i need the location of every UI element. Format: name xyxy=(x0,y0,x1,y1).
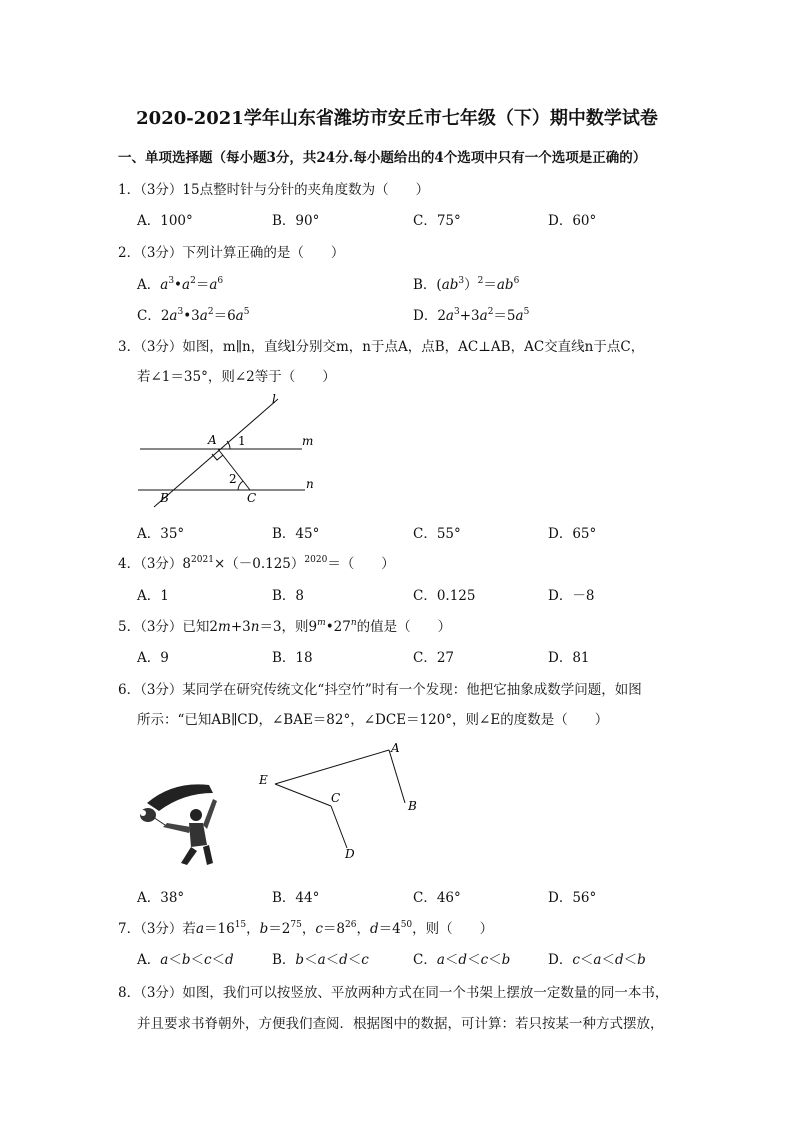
q3-option-c: C．55° xyxy=(413,526,461,542)
q6-option-a: A．38° xyxy=(137,890,185,906)
label-C: C xyxy=(331,791,341,805)
question-3-stem-line1: 3．（3分）如图，m∥n，直线l分别交m，n于点A，点B，AC⊥AB，AC交直线n于点C， xyxy=(118,339,645,355)
page-title: 2020-2021学年山东省潍坊市安丘市七年级（下）期中数学试卷 xyxy=(136,108,658,129)
label-D: D xyxy=(345,847,355,861)
q3-option-b: B．45° xyxy=(272,526,320,542)
label-B: B xyxy=(160,491,169,505)
section-heading: 一、单项选择题（每小题3分，共24分.每小题给出的4个选项中只有一个选项是正确的） xyxy=(118,150,647,166)
label-n: n xyxy=(306,477,314,491)
q1-option-a: A．100° xyxy=(137,213,193,229)
label-angle-2: 2 xyxy=(229,472,237,486)
q6-option-b: B．44° xyxy=(272,890,320,906)
question-5-stem: 5．（3分）已知2m+3n＝3，则9$^m$•27$^n$的值是（ ） xyxy=(118,618,452,635)
q6-figure xyxy=(255,738,435,863)
q4-option-d: D．－8 xyxy=(548,588,595,604)
q2-option-a: A．$a^3•a^2=a^6$ xyxy=(137,276,224,293)
q3-figure xyxy=(120,385,340,510)
question-8-stem-line2: 并且要求书脊朝外，方便我们查阅．根据图中的数据，可计算：若只按某一种方式摆放， xyxy=(137,1016,664,1032)
q4-option-c: C．0.125 xyxy=(413,588,476,604)
q4-option-a: A．1 xyxy=(137,588,169,604)
q4-option-b: B．8 xyxy=(272,588,305,604)
q7-option-d: D．c＜a＜d＜b xyxy=(548,952,646,968)
q1-option-d: D．60° xyxy=(548,213,597,229)
q3-option-d: D．65° xyxy=(548,526,597,542)
q5-option-d: D．81 xyxy=(548,650,590,666)
label-A: A xyxy=(391,741,400,755)
label-m: m xyxy=(302,434,314,448)
question-4-stem: 4．（3分）$8^{2021}\times(-0.125)^{2020}=$（ ） xyxy=(118,555,395,572)
q5-option-b: B．18 xyxy=(272,650,313,666)
q5-option-a: A．9 xyxy=(137,650,169,666)
q2-option-c: C．$2a^3•3a^2=6a^5$ xyxy=(137,307,250,324)
label-B: B xyxy=(408,799,417,813)
diabolo-player-illustration xyxy=(133,775,225,867)
q2-option-b: B．$(ab^3)^2=ab^6$ xyxy=(413,276,520,293)
q5-option-c: C．27 xyxy=(413,650,455,666)
question-7-stem: 7．（3分）若$a=16^{15}$，$b=2^{75}$，$c=8^{26}$，$d=4^{50}$，则（ ） xyxy=(118,920,494,937)
question-6-stem-line1: 6．（3分）某同学在研究传统文化“抖空竹”时有一个发现：他把它抽象成数学问题，如图 xyxy=(118,682,642,698)
q1-option-c: C．75° xyxy=(413,213,461,229)
q6-option-d: D．56° xyxy=(548,890,597,906)
q6-option-c: C．46° xyxy=(413,890,461,906)
question-8-stem-line1: 8．（3分）如图，我们可以按竖放、平放两种方式在同一个书架上摆放一定数量的同一本书， xyxy=(118,985,669,1001)
q2-option-d: D．$2a^3+3a^2=5a^5$ xyxy=(413,307,530,324)
label-E: E xyxy=(259,773,268,787)
q7-option-c: C．a＜d＜c＜b xyxy=(413,952,511,968)
q1-option-b: B．90° xyxy=(272,213,320,229)
label-A: A xyxy=(208,433,217,447)
label-angle-1: 1 xyxy=(238,434,246,448)
question-1-stem: 1．（3分）15点整时针与分针的夹角度数为（ ） xyxy=(118,182,430,198)
question-2-stem: 2．（3分）下列计算正确的是（ ） xyxy=(118,245,345,261)
q7-option-b: B．b＜a＜d＜c xyxy=(272,952,369,968)
q3-option-a: A．35° xyxy=(137,526,185,542)
q7-option-a: A．a＜b＜c＜d xyxy=(137,952,234,968)
label-C: C xyxy=(247,491,257,505)
label-l: l xyxy=(272,392,276,406)
question-6-stem-line2: 所示：“已知AB∥CD，∠BAE＝82°，∠DCE＝120°，则∠E的度数是（ ） xyxy=(137,712,609,728)
question-3-stem-line2: 若∠1＝35°，则∠2等于（ ） xyxy=(137,369,336,385)
